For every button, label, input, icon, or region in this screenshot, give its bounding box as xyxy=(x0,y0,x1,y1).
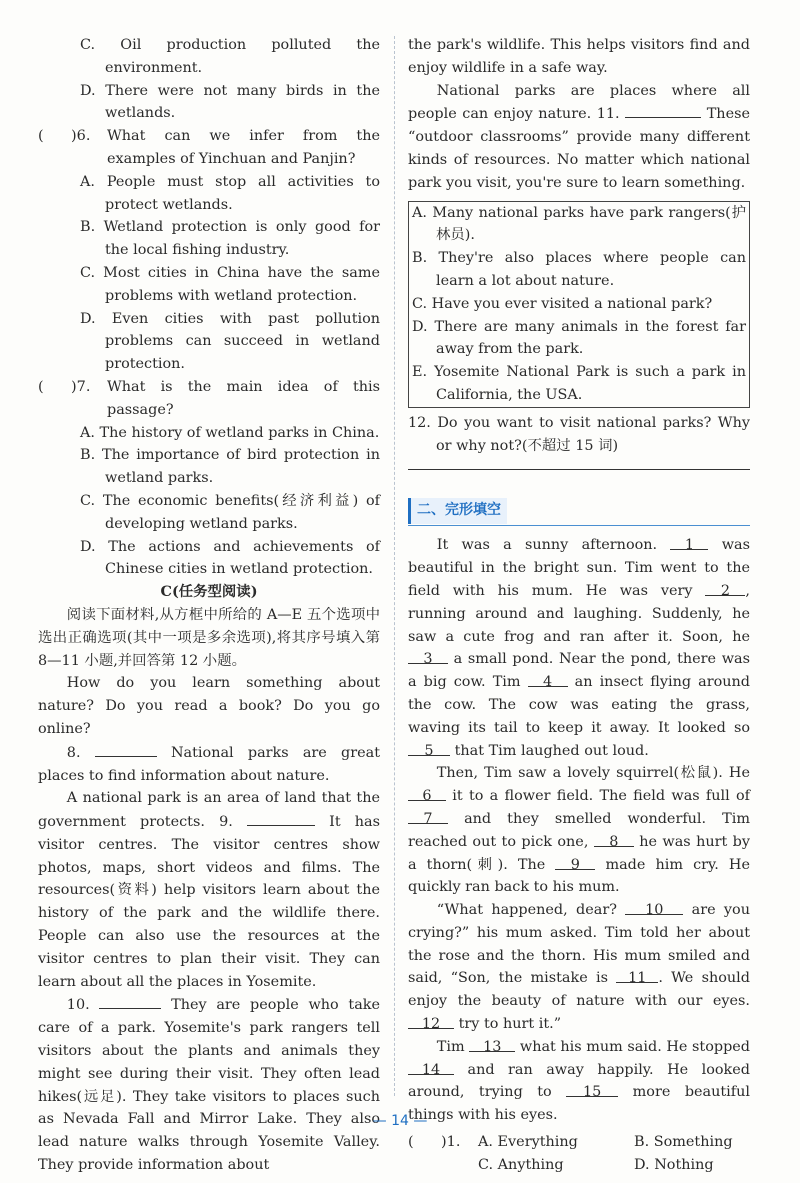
answer-paren[interactable]: ( )7. xyxy=(38,378,91,395)
blank-1[interactable]: 1 xyxy=(670,534,708,550)
q5-option-d: D. There were not many birds in the wetlands. xyxy=(80,82,380,122)
question-stem: What can we infer from the examples of Yinchuan and Panjin? xyxy=(107,128,380,167)
q5-option-c: C. Oil production polluted the environment. xyxy=(80,37,380,76)
cloze-question-1-row2 xyxy=(408,1154,750,1177)
box-option-d: D. There are many animals in the forest far away from the park. xyxy=(412,318,746,358)
passage-paragraph: How do you learn something about nature? Do you read a book? Do you go online? xyxy=(38,675,380,737)
column-divider xyxy=(394,36,395,1096)
box-option-b: B. They're also places where people can learn a lot about nature. xyxy=(412,250,747,289)
answer-line-12[interactable] xyxy=(408,469,750,470)
blank-4[interactable]: 4 xyxy=(528,671,568,687)
passage-paragraph: A national park is an area of land that the government protects. 9. It has visitor centres. The visitor centres show photos, maps, short videos and films. The resources(资料) help visitors learn about the history of the park and the wildlife there. People can also use the resources at the visitor centres to plan their visit. They can learn about all the places in Yosemite. xyxy=(38,790,381,990)
blank-5[interactable]: 5 xyxy=(408,740,450,756)
blank-3[interactable]: 3 xyxy=(408,648,448,664)
section-header xyxy=(408,498,750,526)
answer-paren[interactable]: ( )6. xyxy=(38,128,91,145)
passage-paragraph: 10. They are people who take care of a park. Yosemite's park rangers tell visitors about the plants and animals they might see during their visit. They often lead hikes(远足). They take visitors to places such as Nevada Fall and Mirror Lake. They also lead nature walks through Yosemite Valley. They provide information about xyxy=(38,993,380,1176)
passage-paragraph: 8. National parks are great places to find information about nature. xyxy=(38,741,380,788)
cloze-paragraph: “What happened, dear? 10 are you crying?” his mum asked. Tim told her about the rose and the thorn. His mum smiled and said, “Son, the mistake is 11 . We should enjoy the beauty of nature with our eyes. 12 try to hurt it.” xyxy=(408,899,750,1036)
page-number: — 14 — xyxy=(372,1113,428,1129)
box-option-e: E. Yosemite National Park is such a park in California, the USA. xyxy=(412,364,746,403)
q6-option-a: A. People must stop all activities to protect wetlands. xyxy=(80,173,381,213)
option-c: C. Anything xyxy=(478,1156,564,1173)
option-d: D. Nothing xyxy=(634,1156,714,1173)
box-option-c: C. Have you ever visited a national park? xyxy=(412,295,713,312)
blank-11[interactable] xyxy=(625,102,701,118)
blank-14[interactable]: 14 xyxy=(408,1059,454,1075)
q7-option-a: A. The history of wetland parks in China. xyxy=(80,424,380,441)
blank-13[interactable]: 13 xyxy=(469,1036,515,1052)
cloze-paragraph: It was a sunny afternoon. 1 was beautiful in the bright sun. Tim went to the field with his mum. He was very 2 , running around and laughing. Suddenly, he saw a cute frog and ran after it. Soon, he 3 a small pond. Near the pond, there was a big cow. Tim 4 an insect flying around the cow. The cow was eating the grass, waving its tail to keep it away. It looked so 5 that Tim laughed out loud. xyxy=(408,534,750,762)
question-7 xyxy=(38,376,380,422)
right-column xyxy=(408,34,750,1177)
blank-6[interactable]: 6 xyxy=(408,785,446,801)
blank-12[interactable]: 12 xyxy=(408,1013,454,1029)
q7-option-b: B. The importance of bird protection in wetland parks. xyxy=(80,447,380,487)
question-6 xyxy=(38,125,380,171)
passage-paragraph: National parks are places where all people can enjoy nature. 11. These “outdoor classrooms” provide many different kinds of resources. No matter which national park you visit, you're sure to learn something. xyxy=(408,82,750,191)
answer-paren[interactable]: ( )1. xyxy=(408,1134,461,1151)
blank-2[interactable]: 2 xyxy=(705,580,745,596)
cloze-paragraph: Then, Tim saw a lovely squirrel(松鼠). He 6 it to a flower field. The field was full of 7 and they smelled wonderful. Tim reached out to pick one, 8 he was hurt by a thorn(刺). The 9 made him cry. He quickly ran back to his mum. xyxy=(408,765,751,896)
q6-option-b: B. Wetland protection is only good for the local fishing industry. xyxy=(80,219,381,259)
option-b: B. Something xyxy=(634,1134,733,1151)
q7-option-c: C. The economic benefits(经济利益) of developing wetland parks. xyxy=(80,492,380,532)
passage-paragraph: the park's wildlife. This helps visitors find and enjoy wildlife in a safe way. xyxy=(408,37,750,76)
question-12: 12. Do you want to visit national parks? Why or why not?(不超过 15 词) xyxy=(408,414,750,454)
blank-15[interactable]: 15 xyxy=(566,1081,618,1097)
blank-8[interactable] xyxy=(95,741,157,757)
q6-option-c: C. Most cities in China have the same problems with wetland protection. xyxy=(80,264,380,304)
q7-option-d: D. The actions and achievements of Chinese cities in wetland protection. xyxy=(80,538,380,578)
instructions: 阅读下面材料,从方框中所给的 A—E 五个选项中选出正确选项(其中一项是多余选项),将其序号填入第 8—11 小题,并回答第 12 小题。 xyxy=(38,606,380,669)
section-c-title: C(任务型阅读) xyxy=(160,583,258,601)
question-stem: What is the main idea of this passage? xyxy=(107,378,380,418)
box-option-a: A. Many national parks have park rangers(护林员). xyxy=(412,204,746,244)
blank-10[interactable]: 10 xyxy=(625,899,683,915)
left-column xyxy=(38,34,380,1177)
blank-7[interactable]: 7 xyxy=(408,808,448,824)
blank-9[interactable] xyxy=(247,810,315,826)
option-a: A. Everything xyxy=(478,1134,578,1151)
blank-8[interactable]: 8 xyxy=(594,831,634,847)
options-box xyxy=(408,201,750,408)
q6-option-d: D. Even cities with past pollution problems can succeed in wetland protection. xyxy=(80,310,381,373)
cloze-paragraph: Tim 13 what his mum said. He stopped 14 and ran away happily. He looked around, trying to 15 more beautiful things with his eyes. xyxy=(408,1036,750,1127)
section-2-title: 二、完形填空 xyxy=(408,498,507,524)
blank-9[interactable]: 9 xyxy=(555,854,595,870)
blank-11[interactable]: 11 xyxy=(616,967,658,983)
blank-10[interactable] xyxy=(99,993,161,1009)
cloze-question-1 xyxy=(408,1131,750,1154)
